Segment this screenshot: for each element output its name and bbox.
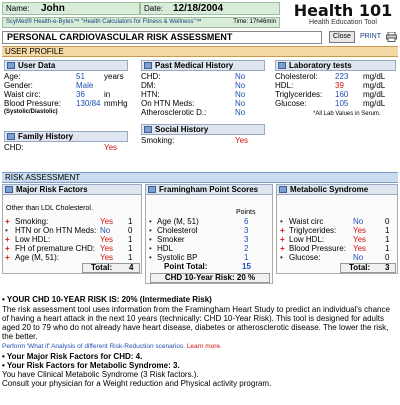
metabolic-score: 1 — [385, 226, 390, 235]
major-risk-value: Yes — [100, 244, 114, 253]
risk-sign-icon: + — [5, 217, 10, 226]
risk-sign-icon: • — [280, 217, 283, 226]
cholesterol-value: 223 — [335, 72, 349, 81]
risk-sign-icon: + — [280, 244, 285, 253]
page-title: PERSONAL CARDIOVASCULAR RISK ASSESSMENT — [2, 31, 322, 44]
triglycerides-unit: mg/dL — [363, 90, 386, 99]
summary — [2, 295, 398, 388]
major-risk-label: Smoking: — [15, 217, 49, 226]
bp-value: 130/84 — [76, 99, 101, 108]
family-history-title: Family History — [18, 132, 74, 141]
bp-label: Blood Pressure: — [4, 99, 61, 108]
metabolic-score: 0 — [385, 217, 390, 226]
brand-text: ScyMed® Health-e-Bytes™ "Health Calculators for Fitness & Wellness"™ — [6, 19, 202, 25]
metabolic-label: Glucose: — [289, 253, 321, 262]
printer-icon[interactable] — [386, 32, 397, 42]
htn-value: No — [235, 90, 246, 99]
logo-subtitle: Health Education Tool — [309, 19, 377, 26]
metabolic-value: Yes — [353, 244, 367, 253]
major-total-row — [82, 263, 140, 273]
age-unit: years — [104, 72, 124, 81]
point-total-row — [150, 263, 270, 273]
metabolic-label: Triglycerides: — [289, 226, 337, 235]
risk-sign-icon: • — [5, 226, 8, 235]
major-risk-score: 1 — [128, 217, 133, 226]
print-link[interactable]: PRINT — [360, 33, 381, 40]
date-value: 12/18/2004 — [173, 3, 224, 14]
framingham-points: 6 — [244, 217, 249, 226]
family-chd-label: CHD: — [4, 143, 24, 152]
metabolic-factors-text: Your Risk Factors for Metabolic Syndrome: 3. — [6, 361, 180, 370]
social-history-title: Social History — [155, 125, 209, 134]
cholesterol-unit: mg/dL — [363, 72, 386, 81]
metabolic-score: 0 — [385, 253, 390, 262]
athero-label: Atherosclerotic D.: — [141, 108, 207, 117]
major-risk-heading — [2, 184, 142, 195]
panel-icon — [148, 186, 156, 193]
family-history-heading — [4, 131, 128, 142]
glucose-value: 105 — [335, 99, 349, 108]
major-risk-value: No — [100, 226, 111, 235]
bullet-icon: • — [149, 226, 152, 235]
framingham-points: 1 — [244, 253, 249, 262]
risk-sign-icon: + — [5, 253, 10, 262]
hdl-label: HDL: — [275, 81, 294, 90]
waist-unit: in — [104, 90, 111, 99]
risk-sign-icon: + — [280, 226, 285, 235]
user-data-heading — [4, 60, 128, 71]
bp-unit: mmHg — [104, 99, 128, 108]
metabolic-value: Yes — [353, 235, 367, 244]
dm-value: No — [235, 81, 246, 90]
major-risk-score: 1 — [128, 244, 133, 253]
major-total-value: 4 — [129, 263, 134, 272]
medical-history-panel — [141, 72, 265, 118]
gender-value: Male — [76, 81, 94, 90]
social-history-heading — [141, 124, 265, 135]
lab-tests-heading — [275, 60, 396, 71]
family-history-panel — [4, 143, 128, 153]
framingham-points: 3 — [244, 226, 249, 235]
glucose-unit: mg/dL — [363, 99, 386, 108]
date-box — [140, 2, 280, 15]
major-risk-score: 1 — [128, 253, 133, 262]
panel-icon — [279, 186, 287, 193]
triglycerides-value: 160 — [335, 90, 349, 99]
close-button[interactable]: Close — [329, 31, 355, 43]
chd-risk-label: CHD 10-Year Risk: 20 % — [164, 273, 256, 282]
metabolic-score: 1 — [385, 235, 390, 244]
hdl-value: 39 — [335, 81, 344, 90]
major-risk-label: FH of premature CHD: — [15, 244, 96, 253]
panel-icon — [278, 62, 286, 69]
chd-label: CHD: — [141, 72, 161, 81]
major-risk-score: 0 — [128, 226, 133, 235]
age-value: 51 — [76, 72, 85, 81]
metabolic-label: Blood Pressure: — [289, 244, 346, 253]
social-history-panel — [141, 136, 265, 146]
name-box — [2, 2, 140, 15]
lab-note: *All Lab Values in Serum. — [313, 111, 381, 117]
framingham-title: Framingham Point Scores — [159, 185, 259, 194]
major-risk-score: 1 — [128, 235, 133, 244]
metabolic-label: Waist circ — [289, 217, 324, 226]
major-risk-label: Low HDL: — [15, 235, 51, 244]
major-risk-label: HTN or On HTN Meds: — [15, 226, 97, 235]
family-chd-value: Yes — [104, 143, 118, 152]
waist-label: Waist circ: — [4, 90, 41, 99]
name-label: Name: — [6, 4, 30, 13]
major-risk-subtitle: Other than LDL Cholesterol. — [6, 205, 93, 212]
major-risk-value: Yes — [100, 253, 114, 262]
major-factors-heading: • Your Major Risk Factors for CHD: 4. — [2, 352, 143, 361]
risk-summary-heading: • YOUR CHD 10-YEAR RISK IS: 20% (Intermediate Risk) — [2, 295, 212, 304]
metabolic-value: No — [353, 253, 364, 262]
metabolic-factors-heading: • Your Risk Factors for Metabolic Syndrome: 3. — [2, 361, 180, 370]
metabolic-score: 1 — [385, 244, 390, 253]
framingham-label: Systolic BP — [157, 253, 198, 262]
whatif-link[interactable]: Perform 'What if' Analysis of different Risk-Reduction scenarios. — [2, 343, 185, 350]
logo-title: Health 101 — [293, 1, 393, 20]
panel-icon — [5, 186, 13, 193]
glucose-label: Glucose: — [275, 99, 307, 108]
name-value: John — [41, 3, 65, 14]
athero-value: No — [235, 108, 246, 117]
point-total-value: 15 — [242, 262, 251, 271]
major-risk-title: Major Risk Factors — [16, 185, 88, 194]
chd-value: No — [235, 72, 246, 81]
major-risk-value: Yes — [100, 217, 114, 226]
chd-risk-row — [150, 273, 270, 283]
framingham-label: HDL — [157, 244, 174, 253]
hdl-unit: mg/dL — [363, 81, 386, 90]
framingham-label: Cholesterol — [157, 226, 198, 235]
user-data-panel — [4, 72, 128, 120]
risk-sign-icon: + — [5, 244, 10, 253]
gender-label: Gender: — [4, 81, 33, 90]
major-risk-value: Yes — [100, 235, 114, 244]
risk-sign-icon: • — [280, 253, 283, 262]
time-text: Time: 17h46min — [233, 19, 276, 25]
metabolic-value: No — [353, 217, 364, 226]
logo — [288, 2, 398, 28]
risk-explanation: The risk assessment tool uses information from the Framingham Heart Study to predict an individual's chance of having a heart attack in the next 10 years (technically: CHD 10-Year Risk). This tool is designed for adults aged 20 to 79 who do not already have heart disease, diabetes or atherosclerotic disease. The lower the risk, the better. — [2, 305, 390, 341]
framingham-heading — [145, 184, 273, 195]
framingham-label: Smoker — [157, 235, 185, 244]
metabolic-line: You have Clinical Metabolic Syndrome (3 Risk factors.). — [2, 370, 199, 379]
bullet-icon: • — [149, 217, 152, 226]
major-factors-text: Your Major Risk Factors for CHD: 4. — [6, 352, 143, 361]
smoking-value: Yes — [235, 136, 249, 145]
risk-sign-icon: + — [5, 235, 10, 244]
point-total-label: Point Total: — [164, 262, 208, 271]
bullet-icon: • — [149, 235, 152, 244]
user-data-title: User Data — [18, 61, 56, 70]
risk-summary-text: YOUR CHD 10-YEAR RISK IS: 20% (Intermediate Risk) — [6, 295, 212, 304]
whatif-line — [2, 342, 398, 351]
lab-tests-title: Laboratory tests — [289, 61, 352, 70]
waist-value: 36 — [76, 90, 85, 99]
metabolic-total-value: 3 — [385, 263, 390, 272]
metabolic-total-row — [340, 263, 396, 273]
bp-note: (Systolic/Diastolic) — [4, 109, 58, 115]
header — [0, 0, 400, 30]
medical-history-title: Past Medical History — [155, 61, 234, 70]
htn-meds-label: On HTN Meds: — [141, 99, 195, 108]
title-bar — [2, 31, 398, 44]
framingham-label: Age (M, 51) — [157, 217, 199, 226]
brand-line — [2, 17, 280, 28]
metabolic-total-label: Total: — [349, 263, 371, 272]
risk-sign-icon: + — [280, 235, 285, 244]
major-total-label: Total: — [91, 263, 113, 272]
htn-label: HTN: — [141, 90, 160, 99]
panel-icon — [7, 133, 15, 140]
panel-icon — [144, 126, 152, 133]
dm-label: DM: — [141, 81, 156, 90]
framingham-points: 2 — [244, 244, 249, 253]
user-profile-section: USER PROFILE — [2, 46, 398, 57]
major-risk-label: Age (M, 51): — [15, 253, 60, 262]
medical-history-heading — [141, 60, 265, 71]
age-label: Age: — [4, 72, 21, 81]
smoking-label: Smoking: — [141, 136, 175, 145]
learn-more-link[interactable]: Learn more. — [186, 343, 222, 350]
lab-tests-panel — [275, 72, 396, 120]
points-label: Points — [236, 209, 256, 216]
triglycerides-label: Triglycerides: — [275, 90, 323, 99]
metabolic-value: Yes — [353, 226, 367, 235]
htn-meds-value: No — [235, 99, 246, 108]
framingham-points: 3 — [244, 235, 249, 244]
risk-assessment-section: RISK ASSESSMENT — [2, 172, 398, 183]
bullet-icon: • — [149, 244, 152, 253]
panel-icon — [144, 62, 152, 69]
date-label: Date: — [144, 4, 164, 13]
cholesterol-label: Cholesterol: — [275, 72, 318, 81]
consult-line: Consult your physician for a Weight reduction and Physical activity program. — [2, 379, 272, 388]
metabolic-heading — [276, 184, 398, 195]
bullet-icon: • — [149, 253, 152, 262]
metabolic-title: Metabolic Syndrome — [290, 185, 369, 194]
metabolic-label: Low HDL: — [289, 235, 325, 244]
panel-icon — [7, 62, 15, 69]
